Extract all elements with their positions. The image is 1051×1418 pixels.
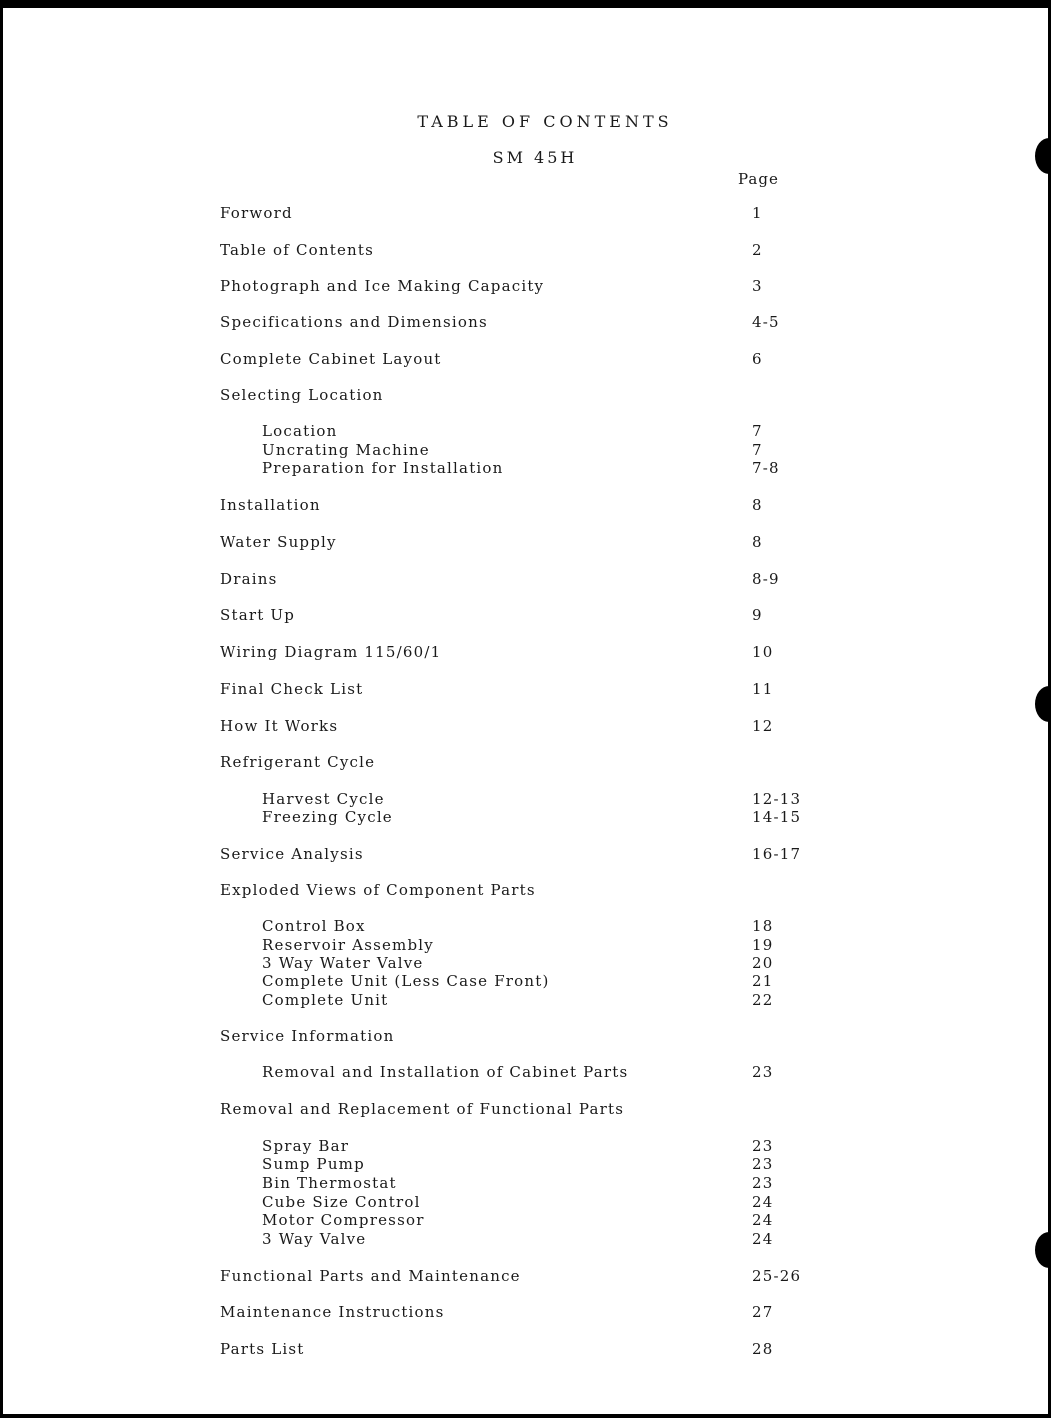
toc-entry-page: 12-13 xyxy=(752,790,802,808)
toc-entry xyxy=(0,643,1051,663)
toc-subentry xyxy=(0,972,1051,992)
toc-entry-title: Table of Contents xyxy=(220,241,375,259)
toc-entry xyxy=(0,753,1051,773)
toc-entry-page: 28 xyxy=(752,1340,774,1358)
scan-border-top xyxy=(0,0,1051,8)
toc-subentry xyxy=(0,459,1051,479)
toc-entry-title: Exploded Views of Component Parts xyxy=(220,881,536,899)
toc-subentry xyxy=(0,1137,1051,1157)
toc-subentry xyxy=(0,441,1051,461)
toc-entry-page: 7 xyxy=(752,441,763,459)
toc-entry-page: 7-8 xyxy=(752,459,780,477)
scan-border-bottom xyxy=(0,1414,1051,1418)
toc-entry-title: Service Analysis xyxy=(220,845,364,863)
toc-entry-title: Selecting Location xyxy=(220,386,384,404)
toc-entry-page: 11 xyxy=(752,680,774,698)
toc-entry-title: Maintenance Instructions xyxy=(220,1303,445,1321)
toc-entry-title: Bin Thermostat xyxy=(262,1174,397,1192)
toc-entry xyxy=(0,313,1051,333)
toc-entry xyxy=(0,1100,1051,1120)
toc-entry-page: 8 xyxy=(752,496,763,514)
toc-entry-title: Removal and Replacement of Functional Parts xyxy=(220,1100,625,1118)
toc-entry-page: 23 xyxy=(752,1137,774,1155)
toc-entry-page: 8 xyxy=(752,533,763,551)
toc-entry-title: Preparation for Installation xyxy=(262,459,504,477)
toc-subentry xyxy=(0,1174,1051,1194)
toc-entry-title: 3 Way Water Valve xyxy=(262,954,424,972)
toc-entry-title: Uncrating Machine xyxy=(262,441,430,459)
toc-entry xyxy=(0,680,1051,700)
toc-entry-page: 24 xyxy=(752,1211,774,1229)
toc-entry-title: Photograph and Ice Making Capacity xyxy=(220,277,545,295)
toc-entry-title: Cube Size Control xyxy=(262,1193,421,1211)
toc-subentry xyxy=(0,1063,1051,1083)
toc-entry-page: 20 xyxy=(752,954,774,972)
toc-entry-page: 10 xyxy=(752,643,774,661)
toc-entry-title: Forword xyxy=(220,204,293,222)
toc-entry-page: 23 xyxy=(752,1155,774,1173)
toc-entry-title: Complete Unit xyxy=(262,991,389,1009)
toc-entry-page: 14-15 xyxy=(752,808,802,826)
toc-entry-page: 9 xyxy=(752,606,763,624)
toc-entry xyxy=(0,1340,1051,1360)
toc-entry xyxy=(0,717,1051,737)
toc-entry-title: Location xyxy=(262,422,338,440)
toc-entry-page: 8-9 xyxy=(752,570,780,588)
toc-subentry xyxy=(0,1193,1051,1213)
toc-entry-title: Motor Compressor xyxy=(262,1211,425,1229)
toc-entry-title: Final Check List xyxy=(220,680,364,698)
toc-entry-page: 23 xyxy=(752,1063,774,1081)
toc-entry-title: Specifications and Dimensions xyxy=(220,313,488,331)
toc-entry-page: 24 xyxy=(752,1230,774,1248)
toc-entry xyxy=(0,881,1051,901)
toc-subentry xyxy=(0,991,1051,1011)
toc-subentry xyxy=(0,1211,1051,1231)
toc-entry-title: Functional Parts and Maintenance xyxy=(220,1267,521,1285)
toc-entry-page: 21 xyxy=(752,972,774,990)
toc-entry-title: Spray Bar xyxy=(262,1137,350,1155)
toc-entry xyxy=(0,1303,1051,1323)
page-column-label: Page xyxy=(738,170,779,188)
document-title: TABLE OF CONTENTS xyxy=(417,112,673,131)
toc-entry-page: 12 xyxy=(752,717,774,735)
toc-entry-page: 24 xyxy=(752,1193,774,1211)
toc-entry-page: 7 xyxy=(752,422,763,440)
toc-entry xyxy=(0,204,1051,224)
toc-entry-page: 25-26 xyxy=(752,1267,802,1285)
toc-entry xyxy=(0,570,1051,590)
toc-entry-title: Freezing Cycle xyxy=(262,808,393,826)
toc-entry-title: Sump Pump xyxy=(262,1155,365,1173)
toc-entry-title: Refrigerant Cycle xyxy=(220,753,376,771)
toc-subentry xyxy=(0,790,1051,810)
toc-entry xyxy=(0,606,1051,626)
toc-entry-page: 3 xyxy=(752,277,763,295)
toc-entry-page: 1 xyxy=(752,204,763,222)
toc-subentry xyxy=(0,936,1051,956)
toc-entry-title: Water Supply xyxy=(220,533,337,551)
document-subtitle: SM 45H xyxy=(492,148,578,167)
toc-subentry xyxy=(0,422,1051,442)
toc-subentry xyxy=(0,1155,1051,1175)
toc-entry-title: Wiring Diagram 115/60/1 xyxy=(220,643,442,661)
toc-entry-title: How It Works xyxy=(220,717,339,735)
toc-entry-page: 18 xyxy=(752,917,774,935)
toc-subentry xyxy=(0,917,1051,937)
toc-entry-page: 22 xyxy=(752,991,774,1009)
toc-entry-page: 19 xyxy=(752,936,774,954)
toc-entry-title: Parts List xyxy=(220,1340,305,1358)
toc-entry-page: 23 xyxy=(752,1174,774,1192)
toc-entry-title: Harvest Cycle xyxy=(262,790,385,808)
toc-subentry xyxy=(0,1230,1051,1250)
toc-entry-title: Drains xyxy=(220,570,278,588)
toc-entry-page: 27 xyxy=(752,1303,774,1321)
toc-entry-title: Control Box xyxy=(262,917,366,935)
toc-entry xyxy=(0,1027,1051,1047)
toc-entry xyxy=(0,496,1051,516)
toc-subentry xyxy=(0,954,1051,974)
toc-entry-title: Removal and Installation of Cabinet Parts xyxy=(262,1063,629,1081)
toc-entry xyxy=(0,1267,1051,1287)
toc-entry xyxy=(0,533,1051,553)
toc-entry-title: Installation xyxy=(220,496,321,514)
toc-subentry xyxy=(0,808,1051,828)
toc-entry-page: 16-17 xyxy=(752,845,802,863)
toc-entry-page: 6 xyxy=(752,350,763,368)
toc-entry xyxy=(0,350,1051,370)
toc-entry-title: Complete Cabinet Layout xyxy=(220,350,442,368)
toc-entry xyxy=(0,241,1051,261)
toc-entry-title: Reservoir Assembly xyxy=(262,936,434,954)
toc-entry xyxy=(0,845,1051,865)
toc-entry xyxy=(0,386,1051,406)
toc-entry-title: Service Information xyxy=(220,1027,395,1045)
toc-entry-title: 3 Way Valve xyxy=(262,1230,367,1248)
toc-entry-title: Complete Unit (Less Case Front) xyxy=(262,972,550,990)
toc-entry-page: 2 xyxy=(752,241,763,259)
toc-entry-title: Start Up xyxy=(220,606,296,624)
toc-entry xyxy=(0,277,1051,297)
toc-entry-page: 4-5 xyxy=(752,313,780,331)
